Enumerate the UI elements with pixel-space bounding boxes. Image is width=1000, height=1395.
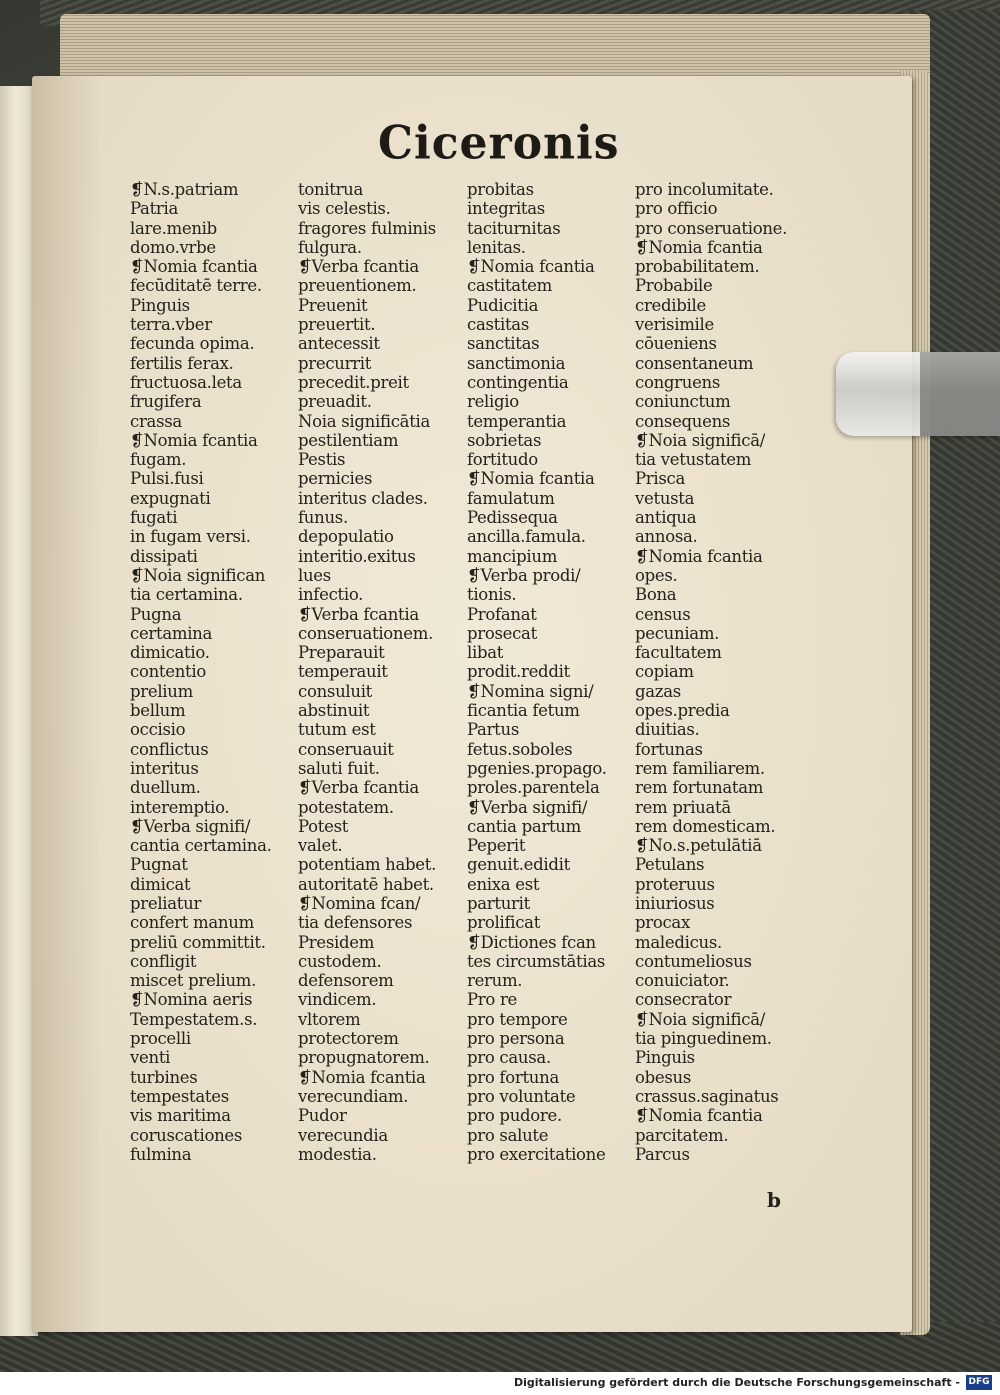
text-line: potentiam habet.: [298, 855, 437, 875]
text-line: verecundia: [298, 1125, 388, 1145]
text-line: mancipium: [467, 546, 558, 566]
text-line: tionis.: [467, 585, 517, 605]
text-line: procelli: [130, 1029, 191, 1049]
text-line: tonitrua: [298, 180, 364, 199]
text-line: interitus: [130, 758, 199, 778]
text-line: pro fortuna: [467, 1067, 559, 1087]
text-line: ❡Nomina fcan/: [298, 893, 421, 913]
text-line: pro causa.: [467, 1048, 551, 1068]
text-line: copiam: [635, 662, 694, 682]
text-line: probabilitatem.: [635, 257, 760, 277]
text-line: Patria: [130, 199, 179, 219]
text-line: proteruus: [635, 874, 715, 894]
text-line: Pugnat: [130, 855, 188, 875]
footer-bar: [0, 1372, 1000, 1395]
text-line: ❡Noia significā/: [635, 430, 765, 450]
text-line: Pudicitia: [467, 295, 539, 315]
text-line: genuit.edidit: [467, 855, 570, 875]
dfg-logo[interactable]: DFG: [966, 1375, 992, 1390]
text-line: Prisca: [635, 469, 686, 489]
text-line: confligit: [130, 951, 197, 971]
text-line: Pro re: [467, 990, 518, 1010]
text-line: tia certamina.: [130, 585, 243, 605]
text-line: fortunas: [635, 739, 703, 759]
text-line: Pestis: [298, 450, 346, 470]
text-line: ❡Verba fcantia: [298, 778, 419, 798]
text-line: bellum: [130, 701, 186, 721]
text-line: Presidem: [298, 932, 375, 952]
text-line: pro tempore: [467, 1009, 568, 1029]
text-line: crassa: [130, 411, 182, 431]
text-line: tia pinguedinem.: [635, 1029, 772, 1049]
text-line: preuentionem.: [298, 276, 417, 296]
text-line: rem domesticam.: [635, 816, 776, 836]
text-line: funus.: [298, 508, 348, 528]
text-line: ❡Verba prodi/: [467, 565, 581, 585]
text-line: Potest: [298, 816, 349, 836]
text-line: famulatum: [467, 488, 555, 508]
text-line: autoritatē habet.: [298, 874, 434, 894]
text-line: antiqua: [635, 508, 697, 528]
text-line: fragores fulminis: [298, 218, 436, 238]
text-line: opes.: [635, 565, 678, 585]
text-line: fetus.soboles: [467, 739, 573, 759]
text-line: Parcus: [635, 1144, 690, 1164]
text-line: frugifera: [130, 392, 202, 412]
text-line: Profanat: [467, 604, 537, 624]
text-line: census: [635, 604, 691, 624]
text-line: interitus clades.: [298, 488, 428, 508]
text-line: occisio: [130, 720, 186, 740]
text-line: coruscationes: [130, 1125, 243, 1145]
text-line: cōueniens: [635, 334, 717, 354]
text-line: contingentia: [467, 372, 569, 392]
text-line: probitas: [467, 180, 534, 199]
text-line: ❡Nomia fcantia: [635, 546, 763, 566]
text-line: procax: [635, 913, 690, 933]
text-line: tia vetustatem: [635, 450, 752, 470]
text-line: conflictus: [130, 739, 209, 759]
text-line: consentaneum: [635, 353, 754, 373]
text-line: ❡Noia significā/: [635, 1009, 765, 1029]
text-line: libat: [467, 643, 504, 663]
text-line: fulgura.: [298, 237, 362, 257]
text-line: rem priuatā: [635, 797, 731, 817]
text-line: ❡Verba signifi/: [467, 797, 588, 817]
text-line: precedit.preit: [298, 372, 409, 392]
text-line: Tempestatem.s.: [130, 1009, 258, 1029]
text-line: interitio.exitus: [298, 546, 416, 566]
text-line: pernicies: [298, 469, 373, 489]
text-line: duellum.: [130, 778, 201, 798]
text-line: vindicem.: [298, 990, 377, 1010]
text-line: contentio: [130, 662, 206, 682]
text-line: consuluit: [298, 681, 373, 701]
text-line: precurrit: [298, 353, 372, 373]
text-line: annosa.: [635, 527, 698, 547]
text-line: fulmina: [130, 1144, 192, 1164]
text-line: Preparauit: [298, 643, 385, 663]
text-line: conseruauit: [298, 739, 394, 759]
text-line: vltorem: [298, 1009, 361, 1029]
text-line: tia defensores: [298, 913, 413, 933]
text-line: ficantia fetum: [467, 701, 580, 721]
text-line: protectorem: [298, 1029, 399, 1049]
text-line: crassus.saginatus: [635, 1086, 779, 1106]
text-line: verecundiam.: [298, 1086, 409, 1106]
text-line: obesus: [635, 1067, 692, 1087]
text-line: proles.parentela: [467, 778, 600, 798]
text-line: maledicus.: [635, 932, 722, 952]
text-line: fertilis ferax.: [130, 353, 234, 373]
text-line: ❡Nomia fcantia: [635, 1106, 763, 1126]
text-line: Preuenit: [298, 295, 368, 315]
text-line: preliatur: [130, 893, 202, 913]
text-line: ❡Noia significan: [130, 565, 266, 585]
text-line: religio: [467, 392, 519, 412]
text-line: diuitias.: [635, 720, 700, 740]
text-column-1: [130, 180, 300, 1164]
text-line: lare.menib: [130, 218, 217, 238]
text-line: ❡Nomia fcantia: [635, 237, 763, 257]
text-line: Peperit: [467, 836, 526, 856]
text-line: ❡No.s.petulātiā: [635, 836, 762, 856]
text-line: enixa est: [467, 874, 540, 894]
signature-mark: b: [767, 1188, 781, 1212]
text-column-3: [467, 180, 637, 1164]
text-line: rerum.: [467, 971, 523, 991]
text-line: fecūditatē terre.: [130, 276, 262, 296]
text-line: temperantia: [467, 411, 567, 431]
text-line: coniunctum: [635, 392, 731, 412]
text-line: venti: [130, 1048, 171, 1068]
text-line: gazas: [635, 681, 681, 701]
text-line: pro salute: [467, 1125, 549, 1145]
page-heading: Ciceronis: [378, 116, 620, 171]
text-line: tempestates: [130, 1086, 229, 1106]
text-line: congruens: [635, 372, 721, 392]
text-line: pro pudore.: [467, 1106, 562, 1126]
text-line: tes circumstātias: [467, 951, 606, 971]
text-line: fructuosa.leta: [130, 372, 242, 392]
text-line: ❡Dictiones fcan: [467, 932, 596, 952]
text-line: temperauit: [298, 662, 388, 682]
text-line: ❡Nomia fcantia: [130, 430, 258, 450]
text-line: pestilentiam: [298, 430, 399, 450]
text-line: lues: [298, 565, 331, 585]
text-line: modestia.: [298, 1144, 377, 1164]
text-line: pecuniam.: [635, 623, 720, 643]
text-line: sanctitas: [467, 334, 540, 354]
text-line: ❡Verba signifi/: [130, 816, 251, 836]
text-line: sobrietas: [467, 430, 542, 450]
text-line: certamina: [130, 623, 213, 643]
text-column-4: [635, 180, 805, 1164]
text-line: contumeliosus: [635, 951, 752, 971]
text-line: credibile: [635, 295, 706, 315]
text-line: miscet prelium.: [130, 971, 257, 991]
text-line: pro exercitatione: [467, 1144, 606, 1164]
text-column-2: [298, 180, 468, 1164]
text-line: Pulsi.fusi: [130, 469, 204, 489]
text-line: infectio.: [298, 585, 364, 605]
text-line: in fugam versi.: [130, 527, 251, 547]
text-line: consequens: [635, 411, 731, 431]
text-line: dimicatio.: [130, 643, 210, 663]
text-line: domo.vrbe: [130, 237, 216, 257]
text-line: fortitudo: [467, 450, 538, 470]
text-line: abstinuit: [298, 701, 370, 721]
text-line: ❡Nomia fcantia: [298, 1067, 426, 1087]
text-line: ❡Verba fcantia: [298, 257, 419, 277]
text-line: prosecat: [467, 623, 537, 643]
text-line: defensorem: [298, 971, 394, 991]
text-line: Noia significātia: [298, 411, 431, 431]
text-line: ❡N.s.patriam: [130, 180, 239, 199]
text-line: potestatem.: [298, 797, 394, 817]
text-line: custodem.: [298, 951, 382, 971]
text-line: conuiciator.: [635, 971, 730, 991]
text-line: ❡Nomia fcantia: [467, 469, 595, 489]
text-line: prodit.reddit: [467, 662, 570, 682]
text-line: pgenies.propago.: [467, 758, 607, 778]
text-line: ancilla.famula.: [467, 527, 586, 547]
text-line: terra.vber: [130, 315, 212, 335]
text-line: iniuriosus: [635, 893, 715, 913]
text-line: antecessit: [298, 334, 380, 354]
text-line: Pinguis: [130, 295, 190, 315]
text-line: depopulatio: [298, 527, 394, 547]
text-line: Pugna: [130, 604, 182, 624]
text-line: parcitatem.: [635, 1125, 729, 1145]
text-line: vis celestis.: [298, 199, 391, 219]
text-line: integritas: [467, 199, 545, 219]
text-line: Petulans: [635, 855, 705, 875]
text-line: ❡Nomina aeris: [130, 990, 253, 1010]
text-line: Probabile: [635, 276, 713, 296]
text-line: vetusta: [635, 488, 695, 508]
text-line: fugati: [130, 508, 178, 528]
text-line: vis maritima: [130, 1106, 231, 1126]
text-line: saluti fuit.: [298, 758, 380, 778]
text-line: sanctimonia: [467, 353, 566, 373]
text-line: dimicat: [130, 874, 191, 894]
text-line: Pinguis: [635, 1048, 695, 1068]
text-line: ❡Nomia fcantia: [467, 257, 595, 277]
text-line: expugnati: [130, 488, 211, 508]
text-line: lenitas.: [467, 237, 526, 257]
text-line: castitatem: [467, 276, 552, 296]
footer-credit: Digitalisierung gefördert durch die Deutsche Forschungsgemeinschaft -: [513, 1376, 960, 1389]
text-line: preuertit.: [298, 315, 376, 335]
text-line: castitas: [467, 315, 529, 335]
text-line: verisimile: [635, 315, 714, 335]
text-line: facultatem: [635, 643, 722, 663]
text-line: taciturnitas: [467, 218, 561, 238]
text-line: Pedissequa: [467, 508, 558, 528]
page-holder-shadow: [920, 352, 1000, 436]
text-line: consecrator: [635, 990, 732, 1010]
text-line: confert manum: [130, 913, 254, 933]
text-line: pro incolumitate.: [635, 180, 774, 199]
text-line: interemptio.: [130, 797, 230, 817]
text-line: Partus: [467, 720, 520, 740]
text-line: Bona: [635, 585, 677, 605]
text-line: pro voluntate: [467, 1086, 576, 1106]
text-line: preliū committit.: [130, 932, 266, 952]
text-line: fecunda opima.: [130, 334, 255, 354]
text-line: propugnatorem.: [298, 1048, 430, 1068]
text-line: prelium: [130, 681, 193, 701]
text-line: pro persona: [467, 1029, 565, 1049]
text-line: turbines: [130, 1067, 198, 1087]
text-line: opes.predia: [635, 701, 730, 721]
text-line: Pudor: [298, 1106, 347, 1126]
text-line: parturit: [467, 893, 530, 913]
text-line: ❡Verba fcantia: [298, 604, 419, 624]
text-line: pro conseruatione.: [635, 218, 788, 238]
text-line: fugam.: [130, 450, 187, 470]
text-line: prolificat: [467, 913, 541, 933]
text-line: ❡Nomina signi/: [467, 681, 594, 701]
text-line: rem fortunatam: [635, 778, 764, 798]
text-line: valet.: [298, 836, 343, 856]
text-line: cantia certamina.: [130, 836, 272, 856]
text-line: ❡Nomia fcantia: [130, 257, 258, 277]
text-line: preuadit.: [298, 392, 372, 412]
text-line: rem familiarem.: [635, 758, 765, 778]
text-line: pro officio: [635, 199, 718, 219]
text-line: conseruationem.: [298, 623, 434, 643]
text-line: dissipati: [130, 546, 198, 566]
text-line: cantia partum: [467, 816, 581, 836]
text-line: tutum est: [298, 720, 376, 740]
